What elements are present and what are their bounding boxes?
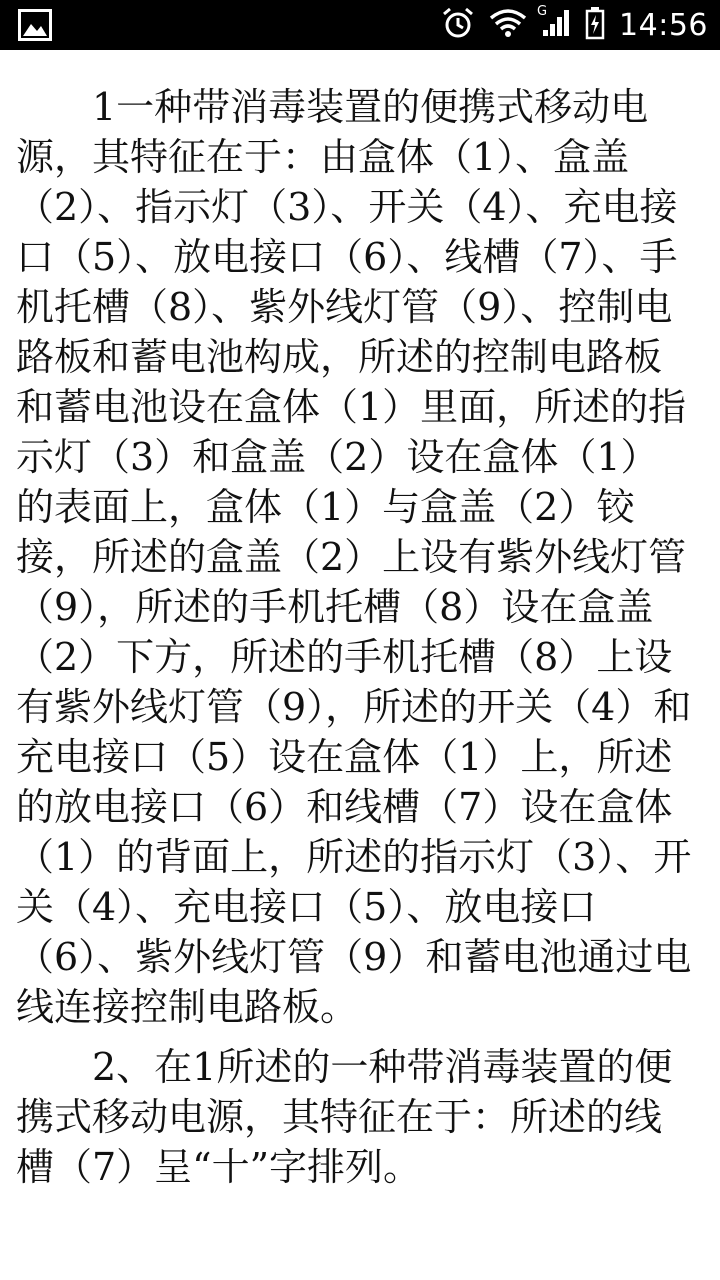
- battery-charging-icon: [585, 6, 605, 44]
- status-bar: [0, 0, 720, 50]
- document-body: [16, 82, 692, 1202]
- claim-paragraph-1: 1一种带消毒装置的便携式移动电源，其特征在于：由盒体（1）、盒盖（2）、指示灯（3）、开关（4）、充电接口（5）、放电接口（6）、线槽（7）、手机托槽（8）、紫外线灯管（9）、控制电路板和蓄电池构成，所述的控制电路板和蓄电池设在盒体（1）里面，所述的指示灯（3）和盒盖（2）设在盒体（1）的表面上，盒体（1）与盒盖（2）铰接，所述的盒盖（2）上设有紫外线灯管（9），所述的手机托槽（8）设在盒盖（2）下方，所述的手机托槽（8）上设有紫外线灯管（9），所述的开关（4）和充电接口（5）设在盒体（1）上，所述的放电接口（6）和线槽（7）设在盒体（1）的背面上，所述的指示灯（3）、开关（4）、充电接口（5）、放电接口（6）、紫外线灯管（9）和蓄电池通过电线连接控制电路板。: [16, 85, 692, 1029]
- claim-paragraph-2: 2、在1所述的一种带消毒装置的便携式移动电源，其特征在于：所述的线槽（7）呈“十”字排列。: [16, 1045, 673, 1189]
- alarm-clock-icon: [441, 6, 475, 44]
- signal-type-label: G: [537, 4, 548, 19]
- status-icons: [441, 0, 708, 50]
- image-notification-icon[interactable]: [18, 9, 52, 41]
- cell-signal-icon: [537, 4, 571, 42]
- wifi-icon: [489, 8, 527, 42]
- document-reader[interactable]: [0, 50, 720, 1280]
- status-time: 14:56: [619, 7, 708, 43]
